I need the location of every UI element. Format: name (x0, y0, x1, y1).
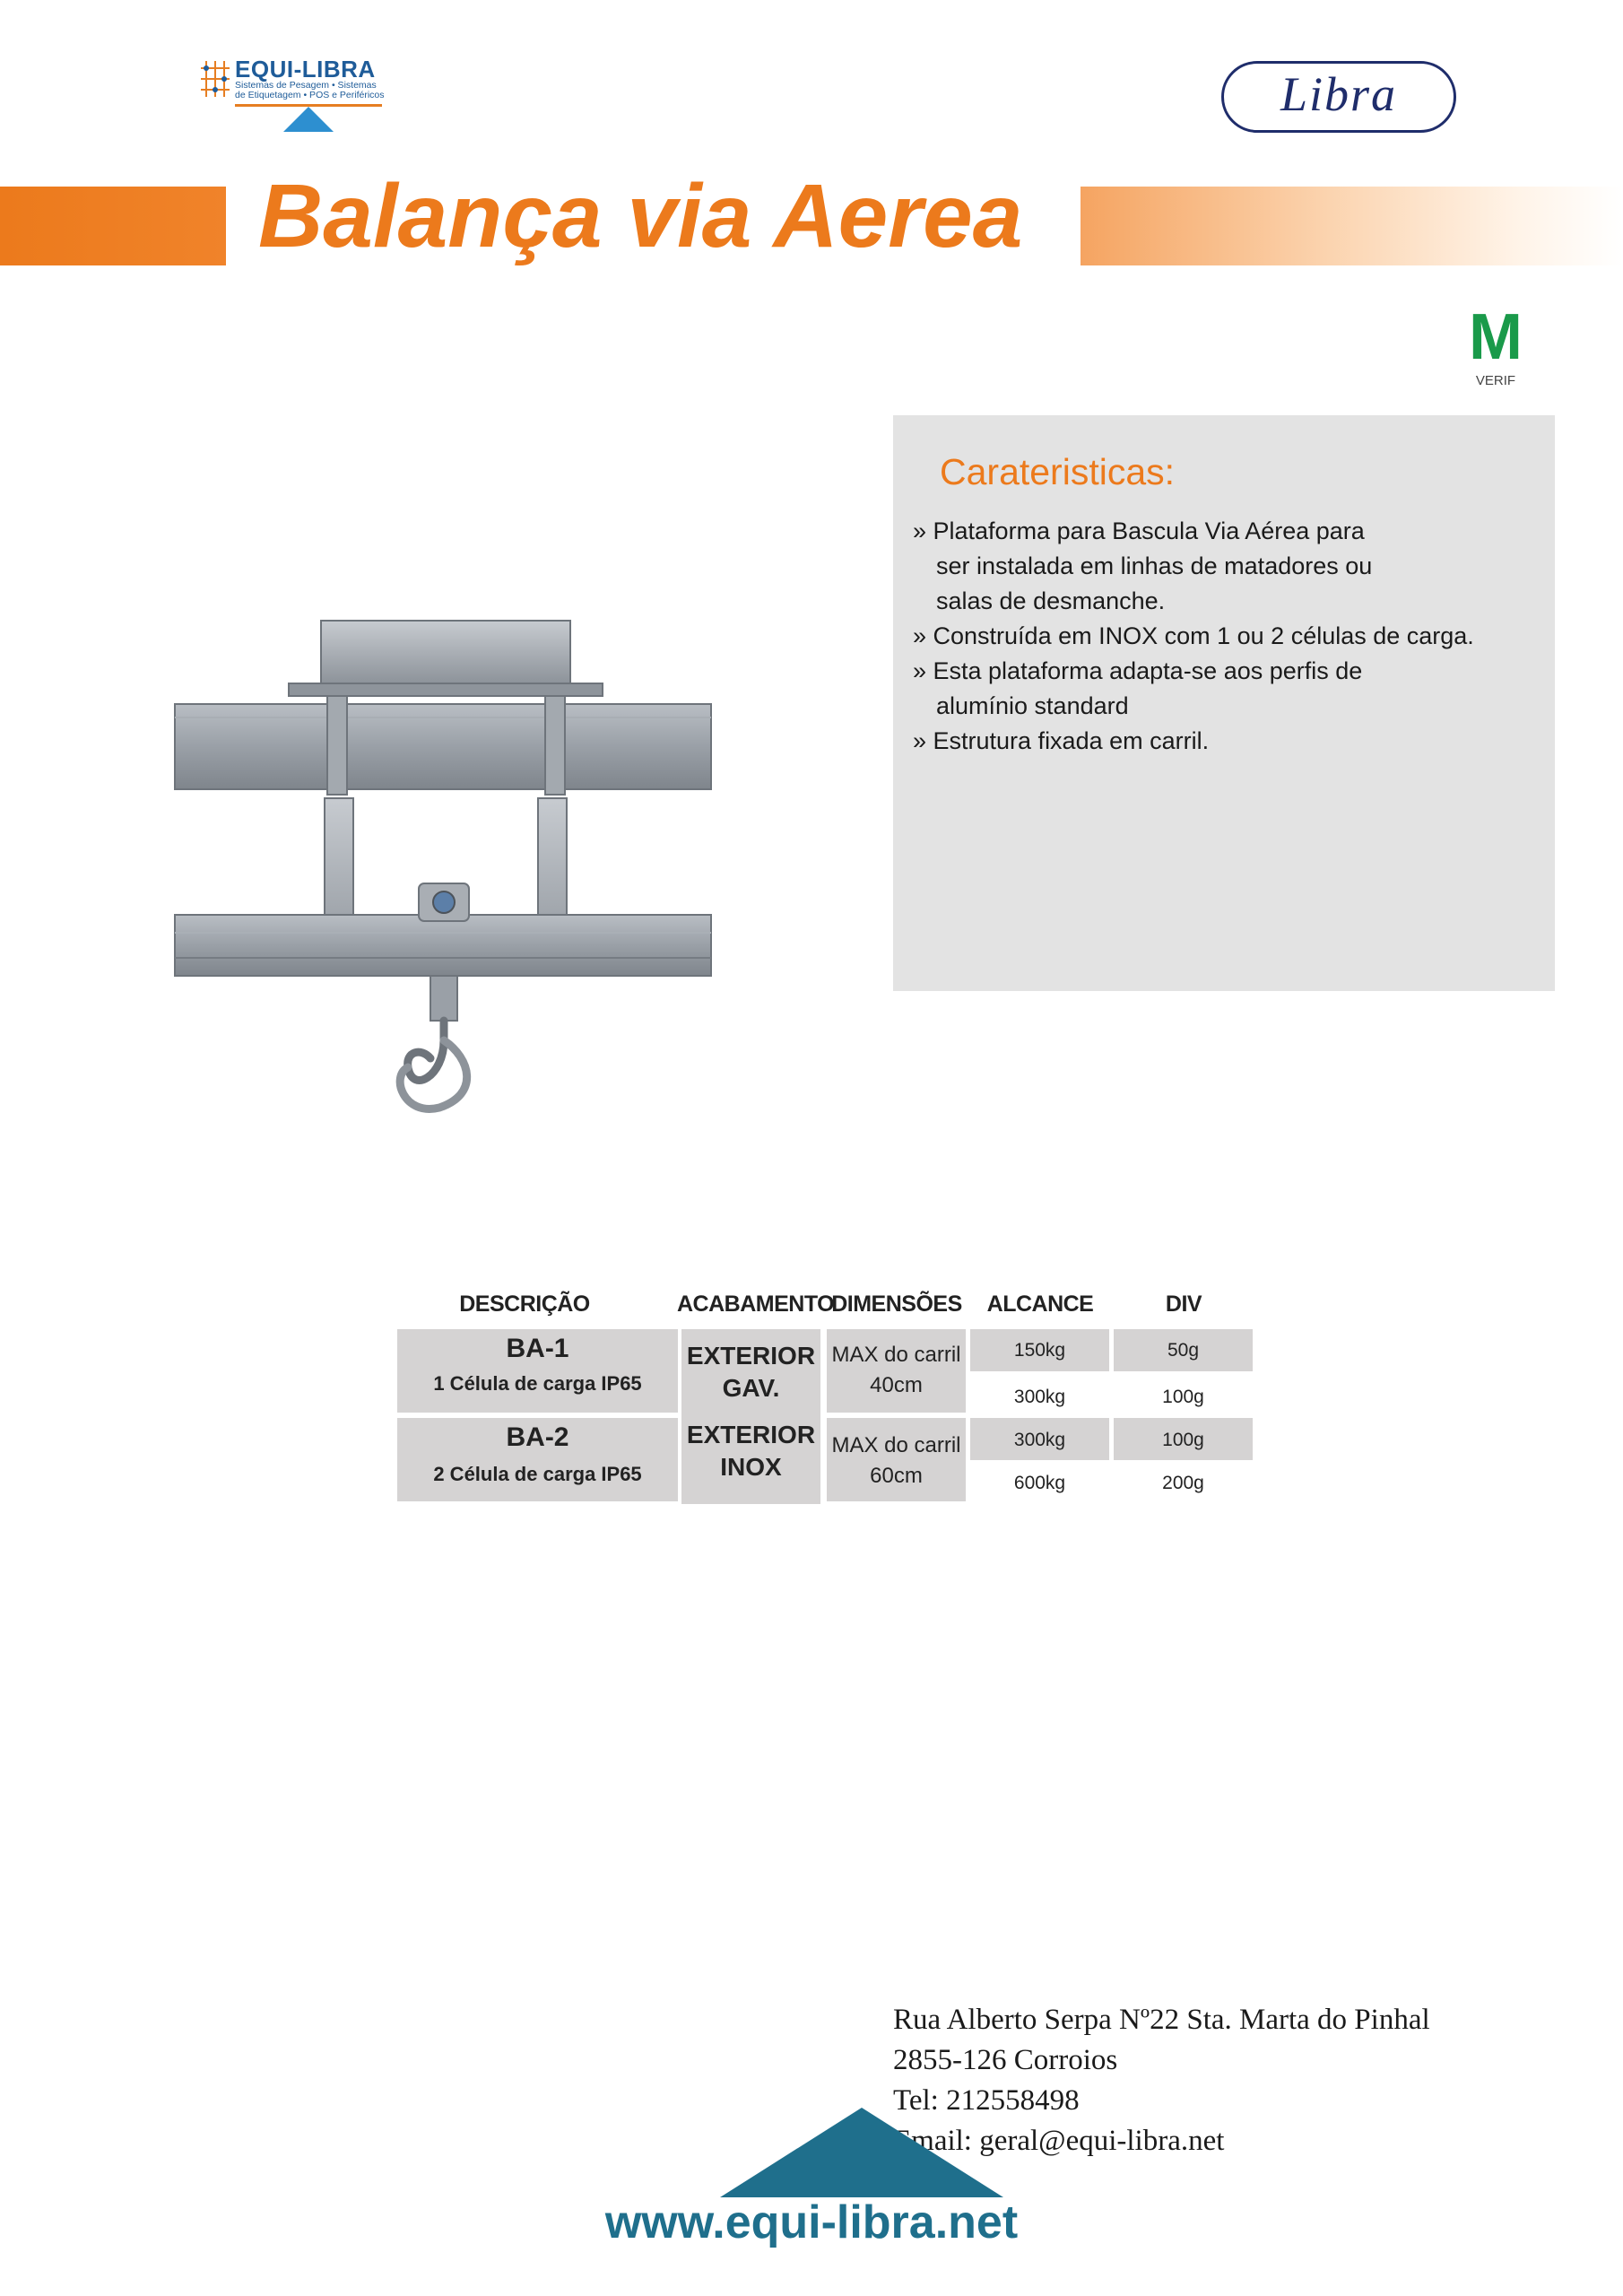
metrology-mark (1469, 301, 1523, 388)
title-band-right (1081, 187, 1623, 265)
address-line: Rua Alberto Serpa Nº22 Sta. Marta do Pinhal (893, 2004, 1430, 2036)
features-list (913, 514, 1541, 759)
dimension-line: MAX do carril (831, 1343, 961, 1367)
alcance-value: 150kg (1013, 1340, 1066, 1361)
libra-logo (1221, 61, 1456, 133)
finish-line: GAV. (722, 1374, 780, 1402)
finish-line: EXTERIOR (686, 1342, 816, 1370)
feature-line: » Estrutura fixada em carril. (913, 727, 1210, 754)
logo-brand-text: EQUI-LIBRA (235, 56, 376, 83)
libra-logo-text: Libra (1280, 67, 1398, 121)
finish-line: EXTERIOR (686, 1421, 816, 1448)
overhead-scale-image (170, 610, 726, 1135)
div-value: 100g (1162, 1430, 1204, 1450)
logo-triangle-icon (283, 107, 334, 132)
features-list-item (913, 619, 1541, 654)
feature-line: alumínio standard (936, 692, 1129, 719)
alcance-value: 300kg (1013, 1430, 1066, 1450)
feature-line: » Esta plataforma adapta-se aos perfis de (913, 657, 1363, 684)
metrology-letter: M (1469, 301, 1523, 373)
feature-line: » Plataforma para Bascula Via Aérea para (913, 517, 1365, 544)
dimension-line: MAX do carril (831, 1433, 961, 1457)
dimension-text (827, 1340, 966, 1401)
finish-text (681, 1340, 820, 1405)
div-value: 200g (1162, 1473, 1204, 1493)
model-name: BA-2 (506, 1422, 569, 1452)
grid-logo-icon (199, 59, 231, 99)
div-value: 50g (1167, 1340, 1200, 1361)
footer-triangle-icon (720, 2108, 1003, 2197)
features-panel (893, 415, 1555, 991)
page-title: Balança via Aerea (258, 166, 1023, 266)
features-list-item (913, 514, 1541, 619)
table-header-acabamento: ACABAMENTO (677, 1292, 835, 1317)
table-header-div: DIV (1165, 1292, 1202, 1317)
email-text: Email: geral@equi-libra.net (893, 2125, 1225, 2157)
logo-tagline-line2: de Etiquetagem • POS e Periféricos (235, 90, 385, 100)
model-description: 2 Célula de carga IP65 (433, 1463, 642, 1485)
alcance-value: 600kg (1013, 1473, 1066, 1493)
website-link[interactable]: www.equi-libra.net (604, 2196, 1019, 2248)
dimension-text (827, 1431, 966, 1492)
finish-text (681, 1419, 820, 1483)
features-list-item (913, 724, 1541, 759)
feature-line: » Construída em INOX com 1 ou 2 células de carga. (913, 622, 1474, 649)
feature-line: ser instalada em linhas de matadores ou (936, 552, 1373, 579)
equi-libra-logo (199, 56, 383, 131)
model-description: 1 Célula de carga IP65 (433, 1372, 642, 1395)
table-header-alcance: ALCANCE (986, 1292, 1094, 1317)
metrology-label: VERIF (1475, 373, 1516, 388)
div-value: 100g (1162, 1387, 1204, 1407)
table-header-descricao: DESCRIÇÃO (459, 1292, 590, 1317)
logo-tagline-line1: Sistemas de Pesagem • Sistemas (235, 80, 377, 91)
features-heading: Carateristicas: (940, 451, 1176, 492)
title-band-left (0, 187, 226, 265)
alcance-value: 300kg (1013, 1387, 1066, 1407)
features-list-item (913, 654, 1541, 724)
address-line: 2855-126 Corroios (893, 2044, 1118, 2076)
feature-line: salas de desmanche. (936, 587, 1166, 614)
dimension-line: 40cm (870, 1373, 923, 1397)
logo-tagline (235, 81, 385, 100)
phone-text: Tel: 212558498 (893, 2084, 1080, 2117)
model-name: BA-1 (506, 1334, 569, 1363)
dimension-line: 60cm (870, 1464, 923, 1488)
table-header-dimensoes: DIMENSÕES (831, 1292, 962, 1317)
finish-line: INOX (720, 1453, 782, 1481)
